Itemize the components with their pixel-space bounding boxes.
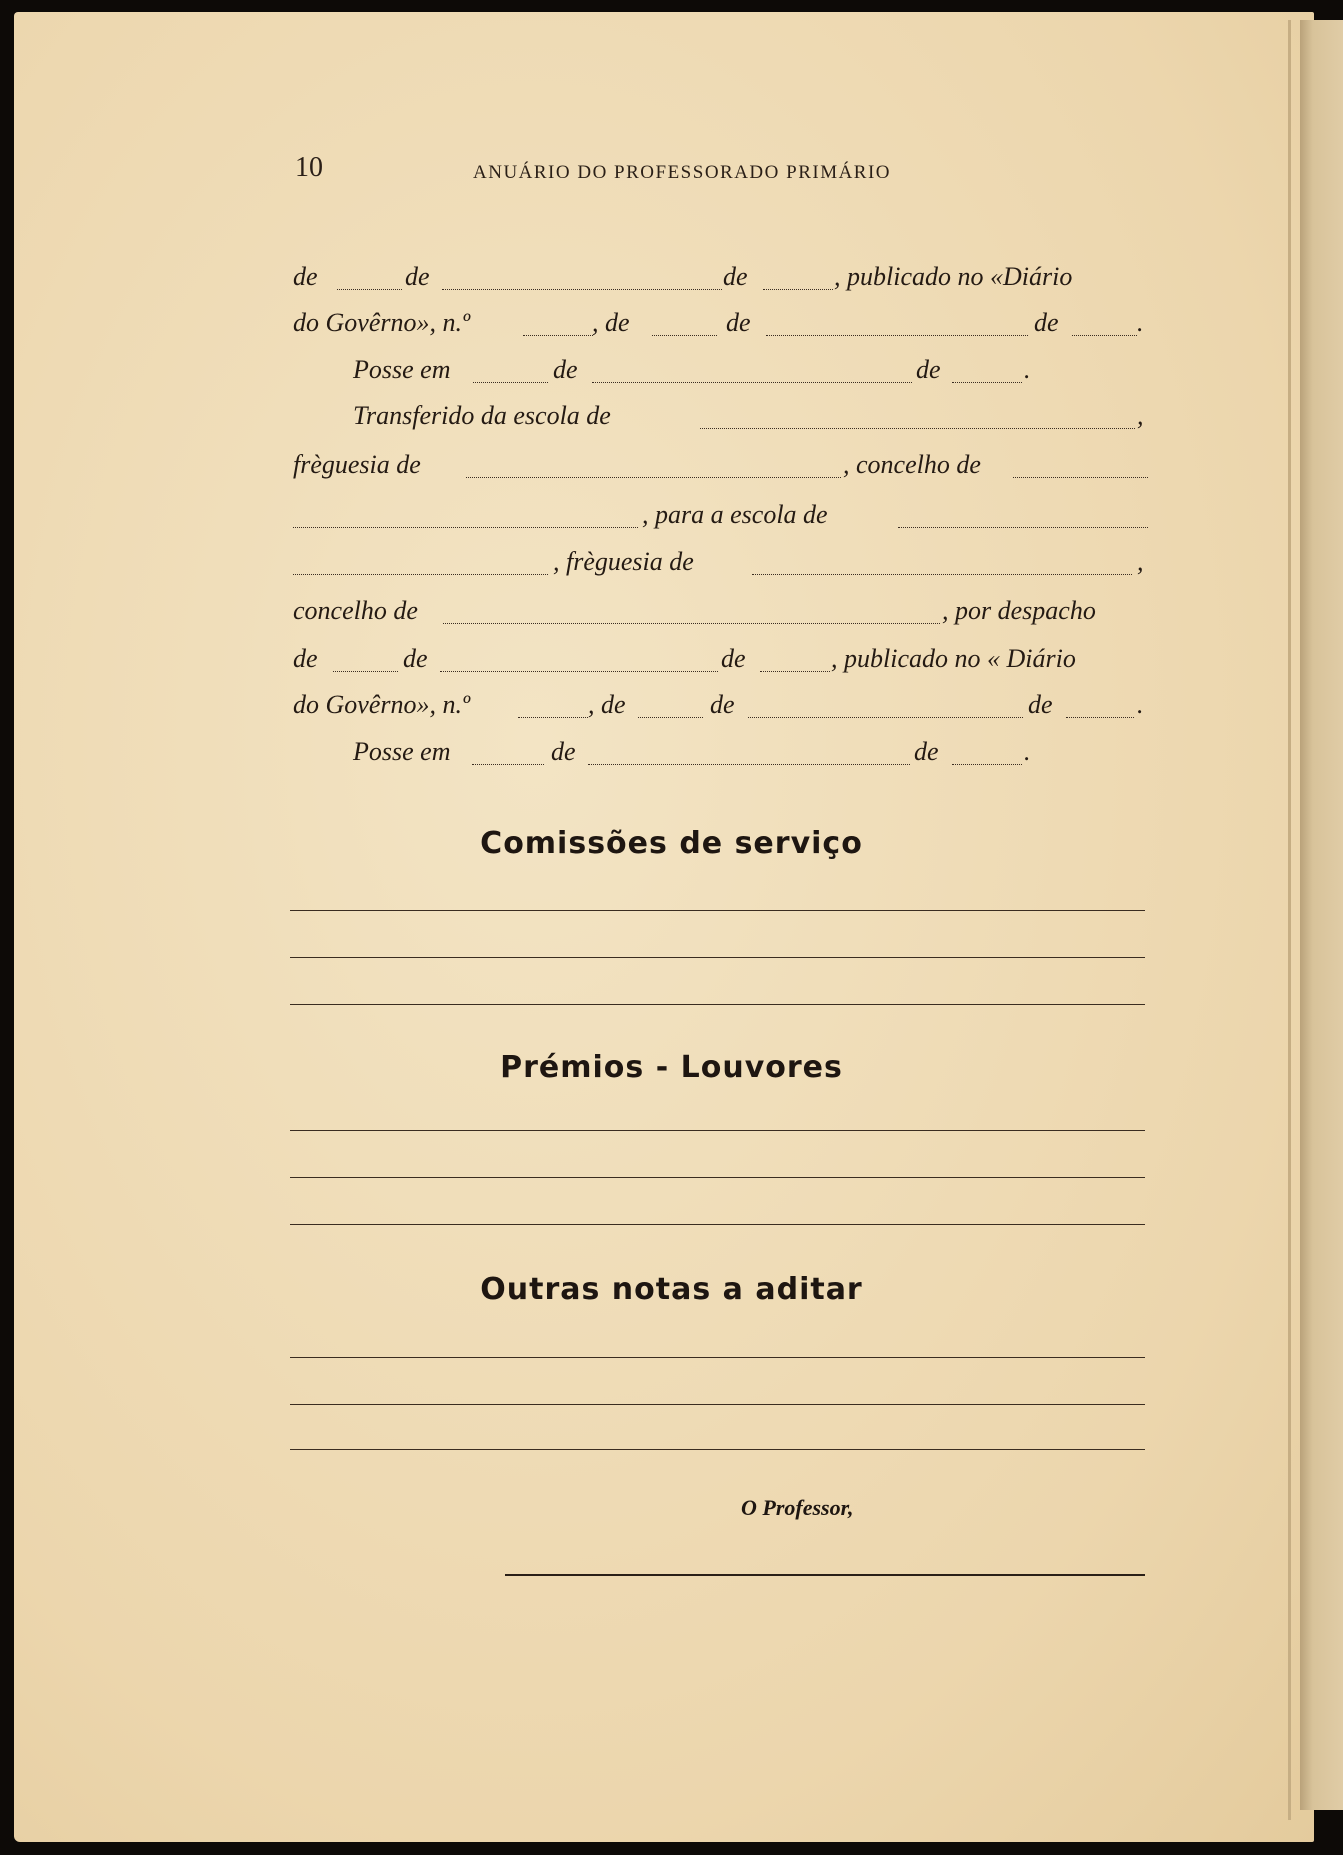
entry-line[interactable] <box>290 910 1145 911</box>
blank-freguesia[interactable] <box>466 477 841 478</box>
blank-month[interactable] <box>588 764 910 765</box>
blank-school[interactable] <box>700 428 1135 429</box>
page-number: 10 <box>295 152 323 183</box>
label-posse: Posse em <box>353 737 451 766</box>
form-line-freguesia-1 <box>0 450 1343 486</box>
label-de: de <box>403 644 428 673</box>
blank-month[interactable] <box>748 717 1023 718</box>
label-concelho: , concelho de <box>843 450 981 479</box>
label-de: de <box>405 262 430 291</box>
label-de: , de <box>588 690 626 719</box>
entry-line[interactable] <box>290 1404 1145 1405</box>
label-freguesia: , frèguesia de <box>553 547 694 576</box>
period: . <box>1024 355 1031 384</box>
label-de: de <box>293 262 318 291</box>
form-line-posse-1 <box>0 355 1343 391</box>
entry-line[interactable] <box>290 957 1145 958</box>
label-de: de <box>551 737 576 766</box>
blank-number[interactable] <box>518 717 588 718</box>
blank-month[interactable] <box>592 382 912 383</box>
comma: , <box>1137 401 1144 430</box>
label-de: de <box>293 644 318 673</box>
blank-day[interactable] <box>472 764 544 765</box>
form-line-9 <box>0 644 1343 680</box>
label-para-escola: , para a escola de <box>642 500 828 529</box>
form-line-freguesia-2 <box>0 547 1343 583</box>
blank-year[interactable] <box>952 764 1022 765</box>
blank-day[interactable] <box>337 289 402 290</box>
blank-school-dest[interactable] <box>898 527 1148 528</box>
blank-concelho[interactable] <box>443 623 940 624</box>
blank-year[interactable] <box>760 671 830 672</box>
entry-line[interactable] <box>290 1449 1145 1450</box>
blank-day[interactable] <box>473 382 548 383</box>
comma: , <box>1137 547 1144 576</box>
entry-line[interactable] <box>290 1177 1145 1178</box>
label-governo: do Govêrno», n.º <box>293 308 471 337</box>
entry-line[interactable] <box>290 1224 1145 1225</box>
signature-label: O Professor, <box>741 1495 854 1520</box>
blank-school-cont[interactable] <box>293 574 548 575</box>
blank-concelho-cont[interactable] <box>293 527 638 528</box>
form-line-para-escola <box>0 500 1343 536</box>
signature-line[interactable] <box>505 1574 1145 1576</box>
blank-month[interactable] <box>766 335 1028 336</box>
label-freguesia: frèguesia de <box>293 450 421 479</box>
form-line-10 <box>0 690 1343 726</box>
label-de: de <box>1034 308 1059 337</box>
heading-outras-notas: Outras notas a aditar <box>480 1272 863 1307</box>
blank-day[interactable] <box>638 717 703 718</box>
period: . <box>1024 737 1031 766</box>
form-line-concelho <box>0 596 1343 632</box>
blank-concelho[interactable] <box>1013 477 1148 478</box>
period: . <box>1137 308 1144 337</box>
blank-year[interactable] <box>952 382 1022 383</box>
entry-line[interactable] <box>290 1004 1145 1005</box>
blank-day[interactable] <box>333 671 398 672</box>
label-de: de <box>916 355 941 384</box>
blank-month[interactable] <box>442 289 722 290</box>
label-transferido: Transferido da escola de <box>353 401 611 430</box>
heading-comissoes: Comissões de serviço <box>480 826 863 861</box>
label-de: de <box>553 355 578 384</box>
blank-freguesia[interactable] <box>752 574 1132 575</box>
label-despacho: , por despacho <box>942 596 1096 625</box>
blank-year[interactable] <box>763 289 833 290</box>
blank-year[interactable] <box>1066 717 1134 718</box>
label-posse: Posse em <box>353 355 451 384</box>
label-de: de <box>726 308 751 337</box>
label-publicado: , publicado no « Diário <box>831 644 1076 673</box>
label-de: de <box>914 737 939 766</box>
label-de: de <box>723 262 748 291</box>
label-de: de <box>710 690 735 719</box>
form-line-transferido-1 <box>0 401 1343 437</box>
period: . <box>1137 690 1144 719</box>
label-publicado: , publicado no «Diário <box>834 262 1073 291</box>
blank-number[interactable] <box>523 335 593 336</box>
entry-line[interactable] <box>290 1130 1145 1131</box>
label-governo: do Govêrno», n.º <box>293 690 471 719</box>
blank-month[interactable] <box>440 671 718 672</box>
entry-line[interactable] <box>290 1357 1145 1358</box>
label-de: , de <box>592 308 630 337</box>
form-line-posse-2 <box>0 737 1343 773</box>
blank-year[interactable] <box>1072 335 1137 336</box>
blank-day[interactable] <box>652 335 717 336</box>
label-concelho: concelho de <box>293 596 418 625</box>
label-de: de <box>721 644 746 673</box>
form-line-2 <box>0 308 1343 344</box>
form-line-1 <box>0 262 1343 298</box>
heading-premios: Prémios - Louvores <box>500 1050 843 1085</box>
label-de: de <box>1028 690 1053 719</box>
running-title: ANUÁRIO DO PROFESSORADO PRIMÁRIO <box>473 162 892 183</box>
